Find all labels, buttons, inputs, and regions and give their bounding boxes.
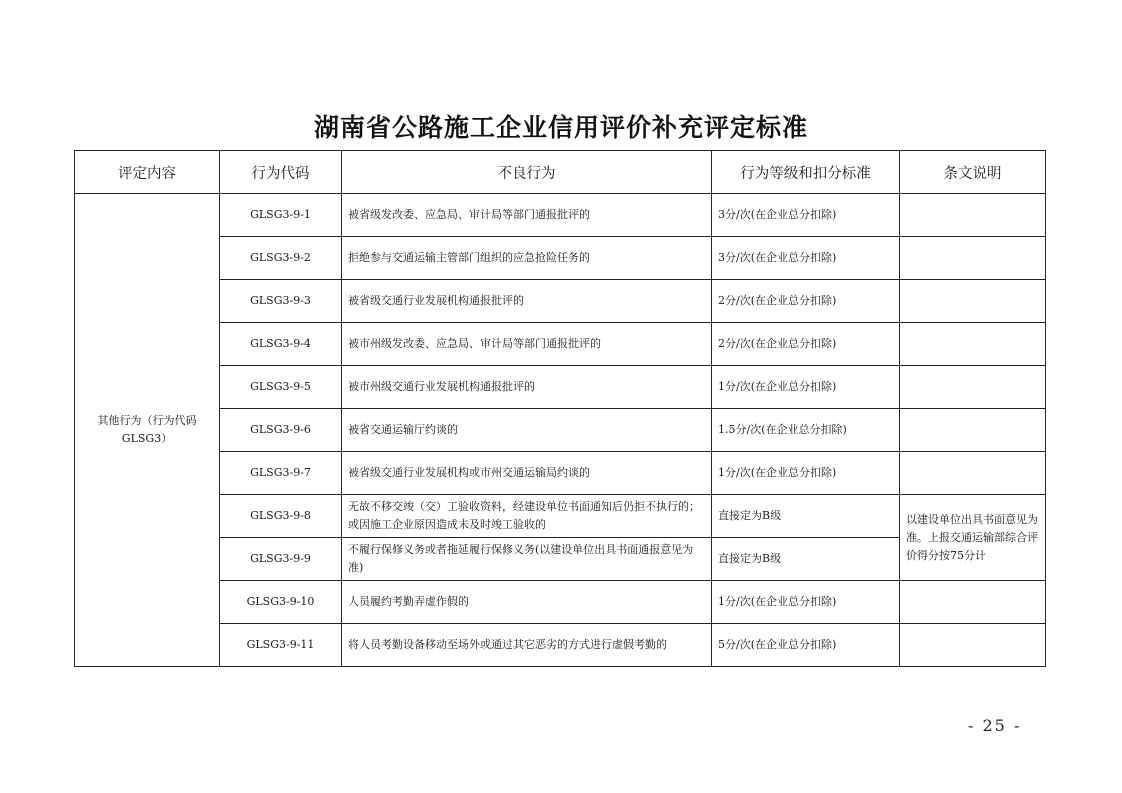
table-row (75, 237, 1046, 280)
code-cell: GLSG3-9-10 (220, 581, 342, 624)
table-row (75, 452, 1046, 495)
table-row (75, 495, 1046, 538)
note-cell (900, 581, 1046, 624)
code-cell: GLSG3-9-8 (220, 495, 342, 538)
standard-cell: 2分/次(在企业总分扣除) (712, 280, 900, 323)
behavior-cell: 人员履约考勤弄虚作假的 (342, 581, 712, 624)
standard-cell: 1分/次(在企业总分扣除) (712, 581, 900, 624)
code-cell: GLSG3-9-3 (220, 280, 342, 323)
note-cell (900, 280, 1046, 323)
header-note: 条文说明 (900, 151, 1046, 194)
behavior-cell: 拒绝参与交通运输主管部门组织的应急抢险任务的 (342, 237, 712, 280)
note-cell (900, 409, 1046, 452)
code-cell: GLSG3-9-9 (220, 538, 342, 581)
behavior-cell: 被市州级交通行业发展机构通报批评的 (342, 366, 712, 409)
table-row (75, 323, 1046, 366)
code-cell: GLSG3-9-5 (220, 366, 342, 409)
note-cell (900, 237, 1046, 280)
standard-cell: 1分/次(在企业总分扣除) (712, 366, 900, 409)
note-cell (900, 624, 1046, 667)
code-cell: GLSG3-9-4 (220, 323, 342, 366)
header-content: 评定内容 (75, 151, 220, 194)
standard-cell: 1.5分/次(在企业总分扣除) (712, 409, 900, 452)
table-row (75, 194, 1046, 237)
behavior-cell: 不履行保修义务或者拖延履行保修义务(以建设单位出具书面通报意见为准) (342, 538, 712, 581)
standard-cell: 3分/次(在企业总分扣除) (712, 194, 900, 237)
code-cell: GLSG3-9-11 (220, 624, 342, 667)
standard-cell: 直接定为B级 (712, 538, 900, 581)
note-cell (900, 452, 1046, 495)
page-number: - 25 - (968, 716, 1022, 735)
note-cell (900, 323, 1046, 366)
category-cell: 其他行为（行为代码GLSG3） (75, 194, 220, 667)
standard-cell: 3分/次(在企业总分扣除) (712, 237, 900, 280)
code-cell: GLSG3-9-2 (220, 237, 342, 280)
note-cell: 以建设单位出具书面意见为准。上报交通运输部综合评价得分按75分计 (900, 495, 1046, 581)
standard-cell: 2分/次(在企业总分扣除) (712, 323, 900, 366)
behavior-cell: 被市州级发改委、应急局、审计局等部门通报批评的 (342, 323, 712, 366)
standard-cell: 1分/次(在企业总分扣除) (712, 452, 900, 495)
behavior-cell: 被省级发改委、应急局、审计局等部门通报批评的 (342, 194, 712, 237)
table-row (75, 409, 1046, 452)
table-row (75, 624, 1046, 667)
table-header-row (75, 151, 1046, 194)
table-row (75, 581, 1046, 624)
behavior-cell: 被省级交通行业发展机构通报批评的 (342, 280, 712, 323)
header-code: 行为代码 (220, 151, 342, 194)
behavior-cell: 被省交通运输厅约谈的 (342, 409, 712, 452)
standard-cell: 5分/次(在企业总分扣除) (712, 624, 900, 667)
note-cell (900, 194, 1046, 237)
standard-cell: 直接定为B级 (712, 495, 900, 538)
header-standard: 行为等级和扣分标准 (712, 151, 900, 194)
behavior-cell: 无故不移交竣（交）工验收资料，经建设单位书面通知后仍拒不执行的；或因施工企业原因造成未及时竣工验收的 (342, 495, 712, 538)
note-cell (900, 366, 1046, 409)
rating-standard-table (74, 150, 1046, 667)
behavior-cell: 被省级交通行业发展机构或市州交通运输局约谈的 (342, 452, 712, 495)
code-cell: GLSG3-9-6 (220, 409, 342, 452)
header-behavior: 不良行为 (342, 151, 712, 194)
code-cell: GLSG3-9-7 (220, 452, 342, 495)
code-cell: GLSG3-9-1 (220, 194, 342, 237)
table-row (75, 366, 1046, 409)
behavior-cell: 将人员考勤设备移动至场外或通过其它恶劣的方式进行虚假考勤的 (342, 624, 712, 667)
document-title: 湖南省公路施工企业信用评价补充评定标准 (313, 113, 808, 142)
table-row (75, 280, 1046, 323)
